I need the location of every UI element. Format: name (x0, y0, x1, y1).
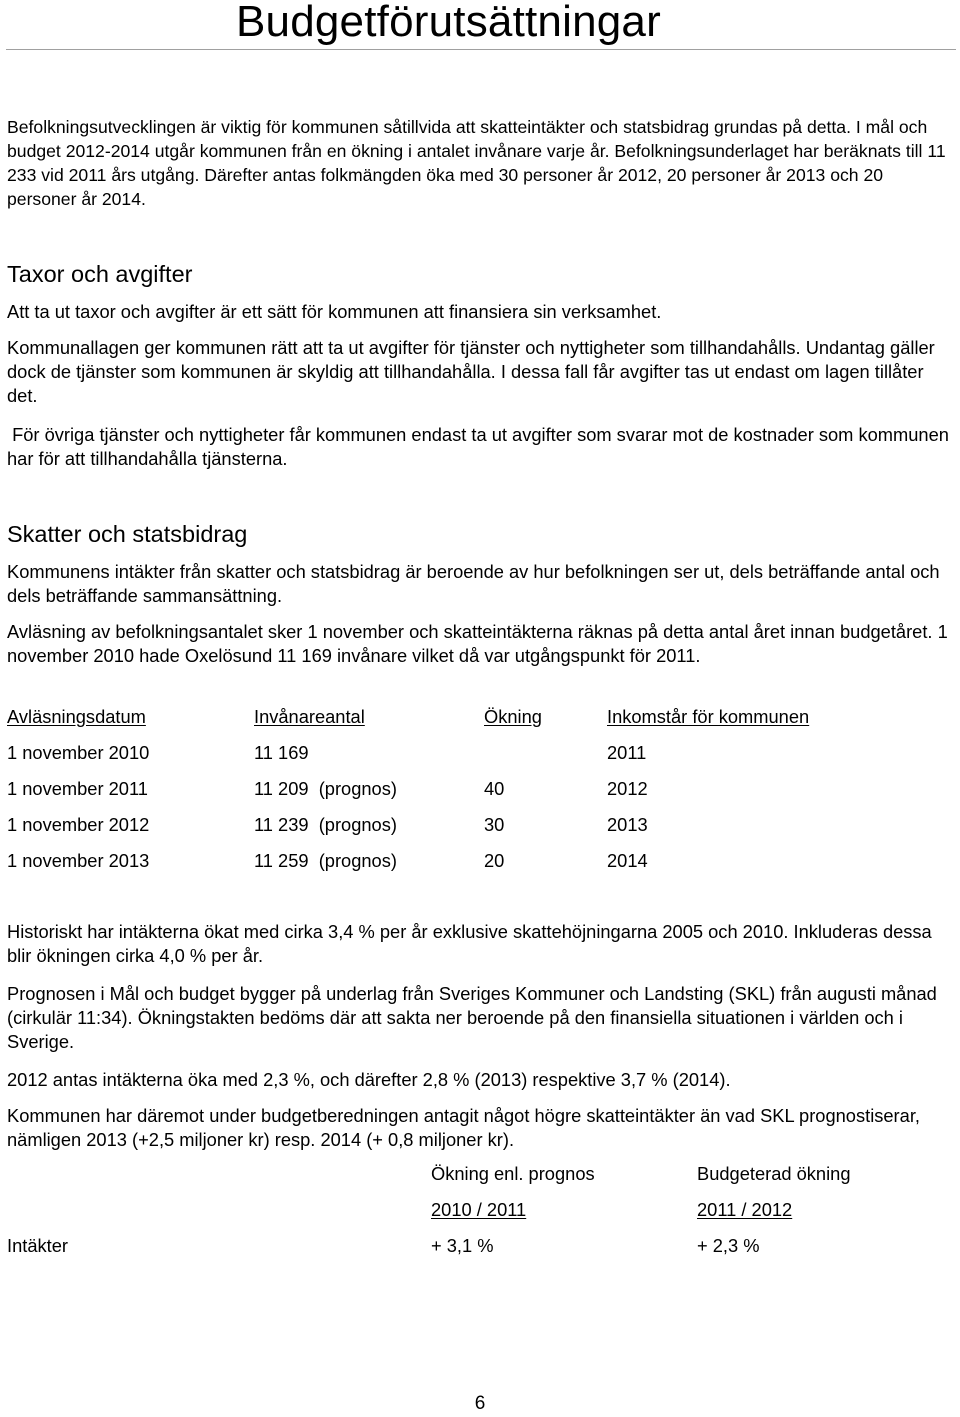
section-heading-skatter: Skatter och statsbidrag (7, 521, 248, 547)
table-cell: 1 november 2013 (7, 850, 150, 871)
page-title: Budgetförutsättningar (236, 0, 661, 46)
intro-paragraph: Befolkningsutvecklingen är viktig för kommunen såtillvida att skatteintäkter och statsbidrag grundas på detta. I mål och budget 2012-2014 utgår kommunen från en ökning i antalet invånare varje år. Befolkningsunderlaget har beräknats till 11 233 vid 2011 års utgång. Därefter antas folkmängden öka med 30 personer år 2012, 20 personer år 2013 och 20 personer år 2014. (7, 117, 946, 209)
history-paragraph: Historiskt har intäkterna ökat med cirka 3,4 % per år exklusive skattehöjningarna 2005 och 2010. Inkluderas dessa blir ökningen cirka 4,0 % per år. (7, 921, 932, 966)
table-header-cell: 2011 / 2012 (697, 1199, 793, 1220)
table-cell: 11 169 (254, 742, 309, 763)
table-cell: 30 (484, 814, 505, 835)
table-cell: 20 (484, 850, 505, 871)
table-cell: 11 209 (prognos) (254, 778, 397, 799)
taxor-paragraph-1: Att ta ut taxor och avgifter är ett sätt för kommunen att finansiera sin verksamhet. (7, 301, 662, 322)
table-header-cell: Invånareantal (254, 706, 365, 727)
table-cell: 2011 (607, 742, 647, 763)
table-cell: 1 november 2012 (7, 814, 150, 835)
table-cell: 1 november 2011 (7, 778, 148, 799)
increase-paragraph: 2012 antas intäkterna öka med 2,3 %, och därefter 2,8 % (2013) respektive 3,7 % (2014). (7, 1069, 731, 1090)
table-header-cell: Inkomstår för kommunen (607, 706, 810, 727)
table-cell: 2013 (607, 814, 648, 835)
table-cell: 1 november 2010 (7, 742, 150, 763)
table-header-cell: Budgeterad ökning (697, 1163, 851, 1184)
table-header-cell: Ökning (484, 706, 542, 727)
table-cell: 2012 (607, 778, 648, 799)
title-divider (6, 49, 956, 50)
skatter-paragraph-1: Kommunens intäkter från skatter och statsbidrag är beroende av hur befolkningen ser ut, dels beträffande antal och dels beträffande sammansättning. (7, 561, 940, 606)
budget-paragraph: Kommunen har däremot under budgetberedningen antagit något högre skatteintäkter än vad SKL prognostiserar, nämligen 2013 (+2,5 miljoner kr) resp. 2014 (+ 0,8 miljoner kr). (7, 1105, 920, 1150)
taxor-paragraph-2: Kommunallagen ger kommunen rätt att ta ut avgifter för tjänster och nyttigheter som tillhandahålls. Undantag gäller dock de tjänster som kommunen är skyldig att tillhandahålla. I dessa fall får avgifter tas ut endast om lagen tillåter det. (7, 337, 935, 406)
section-heading-taxor: Taxor och avgifter (7, 261, 193, 287)
table-header-cell: Ökning enl. prognos (431, 1163, 595, 1184)
table-cell: 40 (484, 778, 505, 799)
table-cell: 11 239 (prognos) (254, 814, 397, 835)
table-cell: 2014 (607, 850, 648, 871)
table-cell: + 3,1 % (431, 1235, 494, 1256)
table-header-cell: 2010 / 2011 (431, 1199, 527, 1220)
table-cell: 11 259 (prognos) (254, 850, 397, 871)
table-header-cell: Avläsningsdatum (7, 706, 146, 727)
table-cell: Intäkter (7, 1235, 68, 1256)
prognosis-paragraph: Prognosen i Mål och budget bygger på underlag från Sveriges Kommuner och Landsting (SKL) från augusti månad (cirkulär 11:34). Ökningstakten bedöms där att sakta ner beroende på den finansiella situationen i världen och i Sverige. (7, 983, 937, 1052)
skatter-paragraph-2: Avläsning av befolkningsantalet sker 1 november och skatteintäkterna räknas på detta antal året innan budgetåret. 1 november 2010 hade Oxelösund 11 169 invånare vilket då var utgångspunkt för 2011. (7, 621, 948, 666)
taxor-paragraph-3: För övriga tjänster och nyttigheter får kommunen endast ta ut avgifter som svarar mot de kostnader som kommunen har för att tillhandahålla tjänsterna. (7, 424, 955, 469)
table-cell: + 2,3 % (697, 1235, 760, 1256)
page-number: 6 (474, 1393, 486, 1414)
